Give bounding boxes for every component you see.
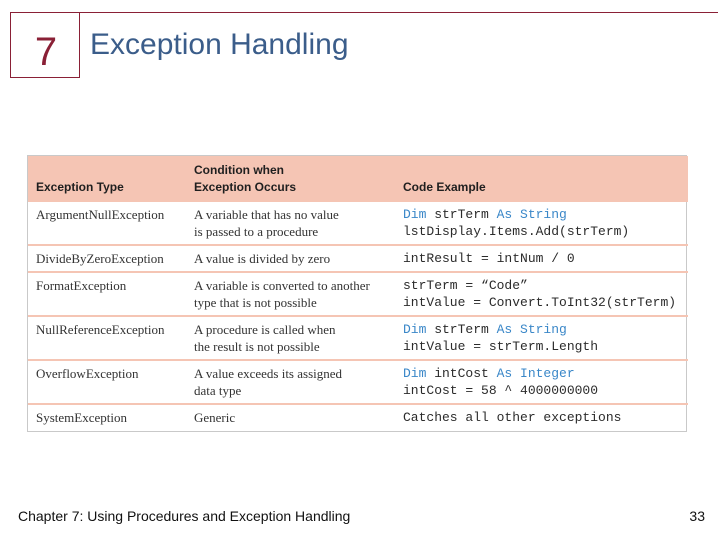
chapter-number-box [10, 12, 80, 78]
condition-cell: A variable is converted to another type that is not possible [186, 272, 395, 316]
condition-cell: A value is divided by zero [186, 245, 395, 272]
table-body [28, 201, 688, 430]
top-rule [10, 12, 718, 13]
code-keyword: As Integer [496, 366, 575, 381]
code-keyword: Dim [403, 366, 427, 381]
table-row [28, 245, 688, 272]
condition-cell: A value exceeds its assigned data type [186, 360, 395, 404]
table-row [28, 316, 688, 360]
code-text: strTerm [426, 207, 497, 222]
code-text: intResult = intNum / 0 [403, 251, 575, 266]
footer-text: Chapter 7: Using Procedures and Exception Handling [18, 508, 351, 524]
code-text: intValue = strTerm.Length [403, 339, 599, 354]
exception-table [27, 155, 687, 432]
column-header [395, 156, 688, 201]
table-header-row [28, 156, 688, 201]
exception-type-cell: NullReferenceException [28, 316, 186, 360]
code-example-cell [395, 272, 688, 316]
code-example-cell [395, 245, 688, 272]
exception-type-cell: FormatException [28, 272, 186, 316]
code-text: intCost = 58 ^ 4000000000 [403, 383, 599, 398]
code-text: strTerm = “Code” [403, 278, 528, 293]
code-keyword: Dim [403, 322, 427, 337]
code-text: intCost [426, 366, 497, 381]
code-text: Catches all other exceptions [403, 410, 622, 425]
column-header [186, 156, 395, 201]
code-text: lstDisplay.Items.Add(strTerm) [403, 224, 630, 239]
column-header-line: Exception Occurs [194, 180, 297, 194]
code-example-cell [395, 404, 688, 430]
exception-type-cell: DivideByZeroException [28, 245, 186, 272]
condition-cell: Generic [186, 404, 395, 430]
page-number: 33 [689, 508, 705, 524]
exception-type-cell: SystemException [28, 404, 186, 430]
column-header-line: Condition when [194, 163, 284, 177]
table-row [28, 272, 688, 316]
code-example-cell [395, 316, 688, 360]
code-text: strTerm [426, 322, 497, 337]
exception-type-cell: OverflowException [28, 360, 186, 404]
code-text: intValue = Convert.ToInt32(strTerm) [403, 295, 677, 310]
exception-type-cell: ArgumentNullException [28, 201, 186, 245]
column-header-line: Code Example [403, 180, 486, 194]
table-row [28, 404, 688, 430]
code-example-cell [395, 201, 688, 245]
code-example-cell [395, 360, 688, 404]
code-keyword: As String [496, 207, 567, 222]
condition-cell: A procedure is called when the result is not possible [186, 316, 395, 360]
column-header-line: Exception Type [36, 180, 124, 194]
condition-cell: A variable that has no value is passed to a procedure [186, 201, 395, 245]
table-row [28, 360, 688, 404]
chapter-number: 7 [34, 30, 58, 74]
column-header [28, 156, 186, 201]
code-keyword: As String [496, 322, 567, 337]
table-row [28, 201, 688, 245]
code-keyword: Dim [403, 207, 427, 222]
slide-title: Exception Handling [90, 28, 349, 61]
